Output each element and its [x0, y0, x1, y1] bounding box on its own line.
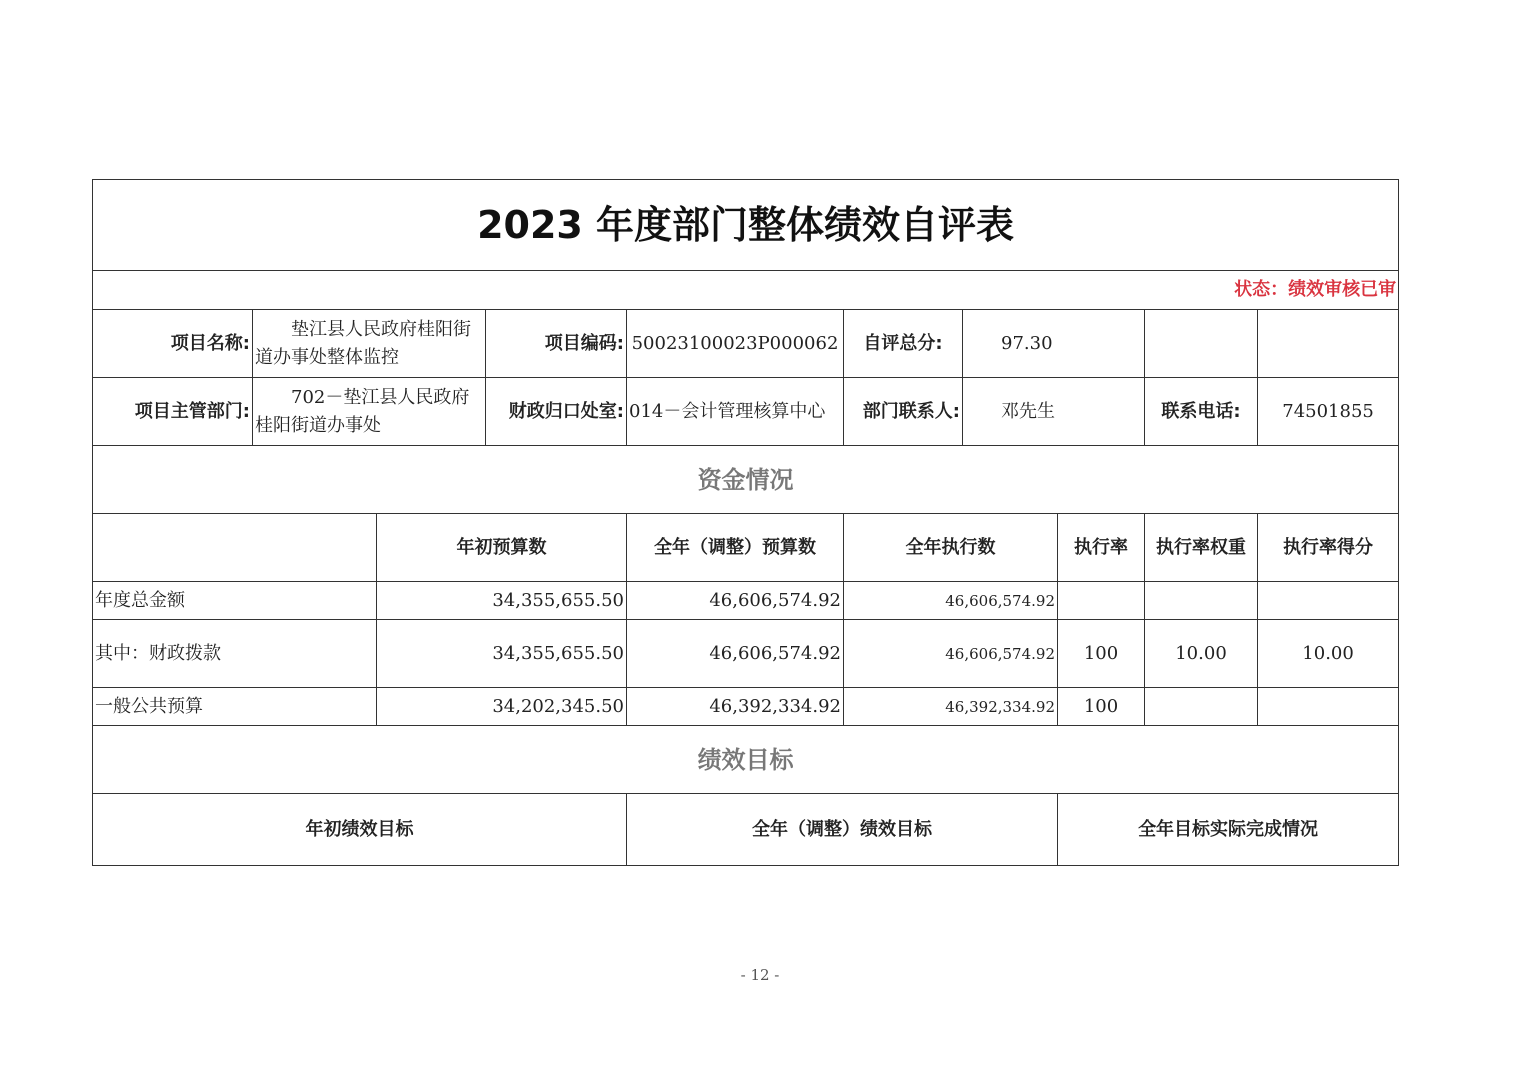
finance-office-value: 014－会计管理核算中心 [627, 378, 844, 446]
self-score-label: 自评总分: [844, 310, 963, 378]
rate-weight-cell: 10.00 [1145, 620, 1258, 688]
page-title: 2023 年度部门整体绩效自评表 [93, 180, 1399, 271]
header-rate-weight: 执行率权重 [1145, 514, 1258, 582]
exec-rate-cell: 100 [1058, 688, 1145, 726]
phone-label: 联系电话: [1145, 378, 1258, 446]
initial-budget-cell: 34,355,655.50 [377, 582, 627, 620]
rate-score-cell [1258, 688, 1399, 726]
adjusted-budget-cell: 46,392,334.92 [627, 688, 844, 726]
page-number: - 12 - [740, 966, 780, 984]
exec-rate-cell [1058, 582, 1145, 620]
initial-budget-cell: 34,355,655.50 [377, 620, 627, 688]
funds-corner-cell [93, 514, 377, 582]
project-code-value: 50023100023P000062 [627, 310, 844, 378]
row-label: 年度总金额 [93, 582, 377, 620]
status-text: 状态：绩效审核已审 [93, 271, 1399, 310]
empty-cell [1145, 310, 1258, 378]
dept-value: 702－垫江县人民政府桂阳街道办事处 [253, 378, 486, 446]
executed-cell: 46,606,574.92 [844, 582, 1058, 620]
row-label: 其中：财政拨款 [93, 620, 377, 688]
executed-cell: 46,392,334.92 [844, 688, 1058, 726]
goals-section-title: 绩效目标 [93, 726, 1399, 794]
project-code-label: 项目编码: [486, 310, 627, 378]
initial-budget-cell: 34,202,345.50 [377, 688, 627, 726]
empty-cell [1258, 310, 1399, 378]
row-label: 一般公共预算 [93, 688, 377, 726]
adjusted-budget-cell: 46,606,574.92 [627, 620, 844, 688]
executed-cell: 46,606,574.92 [844, 620, 1058, 688]
evaluation-table [92, 179, 1399, 866]
rate-weight-cell [1145, 688, 1258, 726]
header-exec-rate: 执行率 [1058, 514, 1145, 582]
header-rate-score: 执行率得分 [1258, 514, 1399, 582]
header-goal-completion: 全年目标实际完成情况 [1058, 794, 1399, 866]
header-adjusted-budget: 全年（调整）预算数 [627, 514, 844, 582]
header-initial-goal: 年初绩效目标 [93, 794, 627, 866]
rate-score-cell [1258, 582, 1399, 620]
header-adjusted-goal: 全年（调整）绩效目标 [627, 794, 1058, 866]
table-row [93, 620, 1399, 688]
project-name-value: 垫江县人民政府桂阳街道办事处整体监控 [253, 310, 486, 378]
table-row [93, 688, 1399, 726]
rate-weight-cell [1145, 582, 1258, 620]
contact-label: 部门联系人: [844, 378, 963, 446]
finance-office-label: 财政归口处室: [486, 378, 627, 446]
dept-label: 项目主管部门: [93, 378, 253, 446]
exec-rate-cell: 100 [1058, 620, 1145, 688]
table-row [93, 582, 1399, 620]
rate-score-cell: 10.00 [1258, 620, 1399, 688]
contact-value: 邓先生 [963, 378, 1145, 446]
header-executed: 全年执行数 [844, 514, 1058, 582]
header-initial-budget: 年初预算数 [377, 514, 627, 582]
phone-value: 74501855 [1258, 378, 1399, 446]
project-name-label: 项目名称: [93, 310, 253, 378]
adjusted-budget-cell: 46,606,574.92 [627, 582, 844, 620]
self-score-value: 97.30 [963, 310, 1145, 378]
funds-section-title: 资金情况 [93, 446, 1399, 514]
